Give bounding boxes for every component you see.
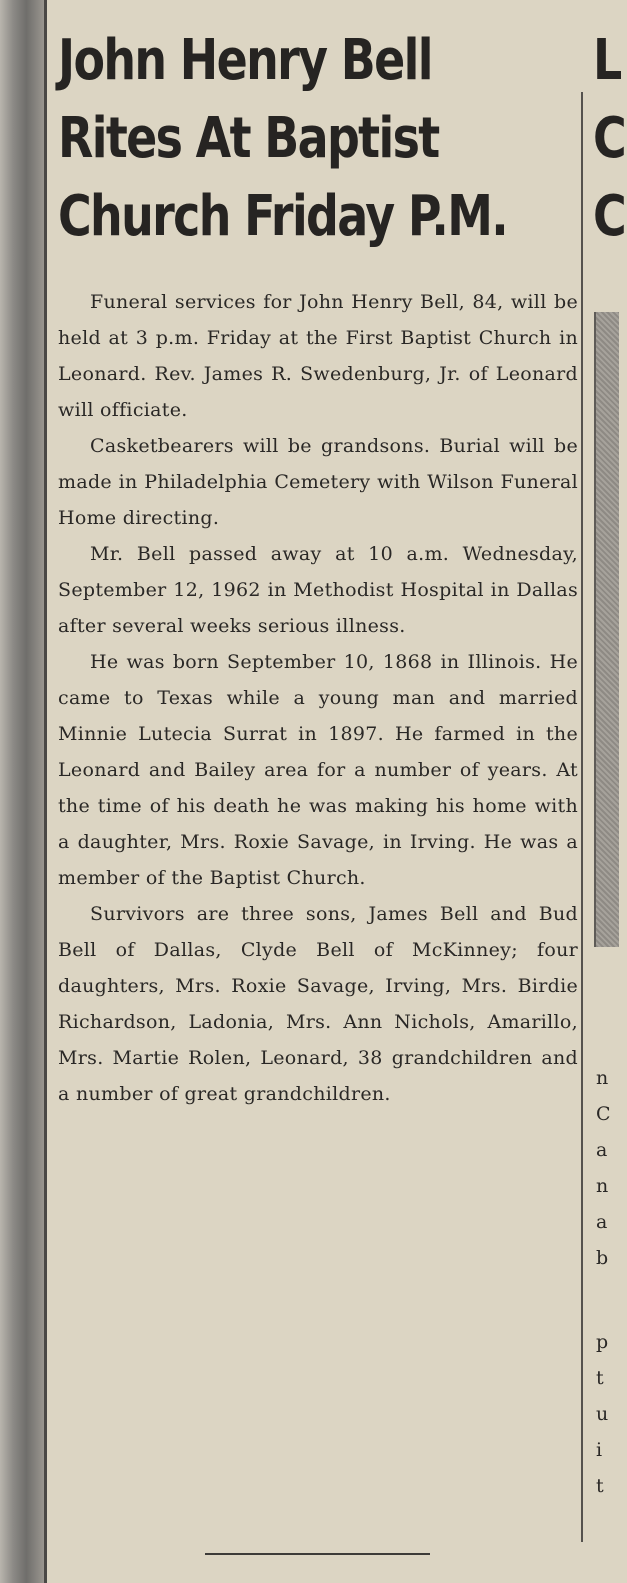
article-body xyxy=(58,284,578,1112)
article-end-rule xyxy=(205,1553,430,1555)
adjacent-headline-line-2: C xyxy=(593,106,627,171)
adjacent-text-fragment: n xyxy=(596,1175,609,1197)
paragraph-burial: Casketbearers will be grandsons. Burial will be made in Philadelphia Cemetery with Wilson Funeral Home directing. xyxy=(58,435,578,529)
adjacent-headline xyxy=(593,22,627,256)
adjacent-column-shadow xyxy=(0,0,44,1583)
adjacent-text-fragment: b xyxy=(596,1247,609,1269)
adjacent-text-fragment: a xyxy=(596,1139,608,1161)
paragraph-services: Funeral services for John Henry Bell, 84, will be held at 3 p.m. Friday at the First Baptist Church in Leonard. Rev. James R. Swedenburg, Jr. of Leonard will officiate. xyxy=(58,291,578,421)
adjacent-photo xyxy=(594,312,619,947)
adjacent-headline-line-1: L xyxy=(593,28,623,93)
adjacent-text-fragment: a xyxy=(596,1211,608,1233)
paragraph-death: Mr. Bell passed away at 10 a.m. Wednesday, September 12, 1962 in Methodist Hospital in Dallas after several weeks serious illness. xyxy=(58,543,578,637)
adjacent-text-fragment: u xyxy=(596,1403,609,1425)
headline-line-2: Rites At Baptist xyxy=(58,106,439,171)
adjacent-text-fragment: t xyxy=(596,1367,604,1389)
obituary-article xyxy=(58,22,578,1112)
paragraph-biography: He was born September 10, 1868 in Illinois. He came to Texas while a young man and married Minnie Lutecia Surrat in 1897. He farmed in the Leonard and Bailey area for a number of years. At the time of his death he was making his home with a daughter, Mrs. Roxie Savage, in Irving. He was a member of the Baptist Church. xyxy=(58,651,578,889)
adjacent-text-fragment: i xyxy=(596,1439,603,1461)
column-rule-right xyxy=(581,92,583,1542)
adjacent-text-fragment: n xyxy=(596,1067,609,1089)
headline-line-1: John Henry Bell xyxy=(58,28,432,93)
headline-line-3: Church Friday P.M. xyxy=(58,184,508,249)
paragraph-survivors: Survivors are three sons, James Bell and Bud Bell of Dallas, Clyde Bell of McKinney; four daughters, Mrs. Roxie Savage, Irving, Mrs. Birdie Richardson, Ladonia, Mrs. Ann Nichols, Amarillo, Mrs. Martie Rolen, Leonard, 38 grandchildren and a number of great grandchildren. xyxy=(58,903,578,1105)
adjacent-text-fragment: p xyxy=(596,1331,609,1353)
column-rule-left xyxy=(44,0,47,1583)
adjacent-headline-line-3: C xyxy=(593,184,627,249)
adjacent-text-fragment: t xyxy=(596,1475,604,1497)
adjacent-text-fragment: C xyxy=(596,1103,611,1125)
headline xyxy=(58,22,508,256)
